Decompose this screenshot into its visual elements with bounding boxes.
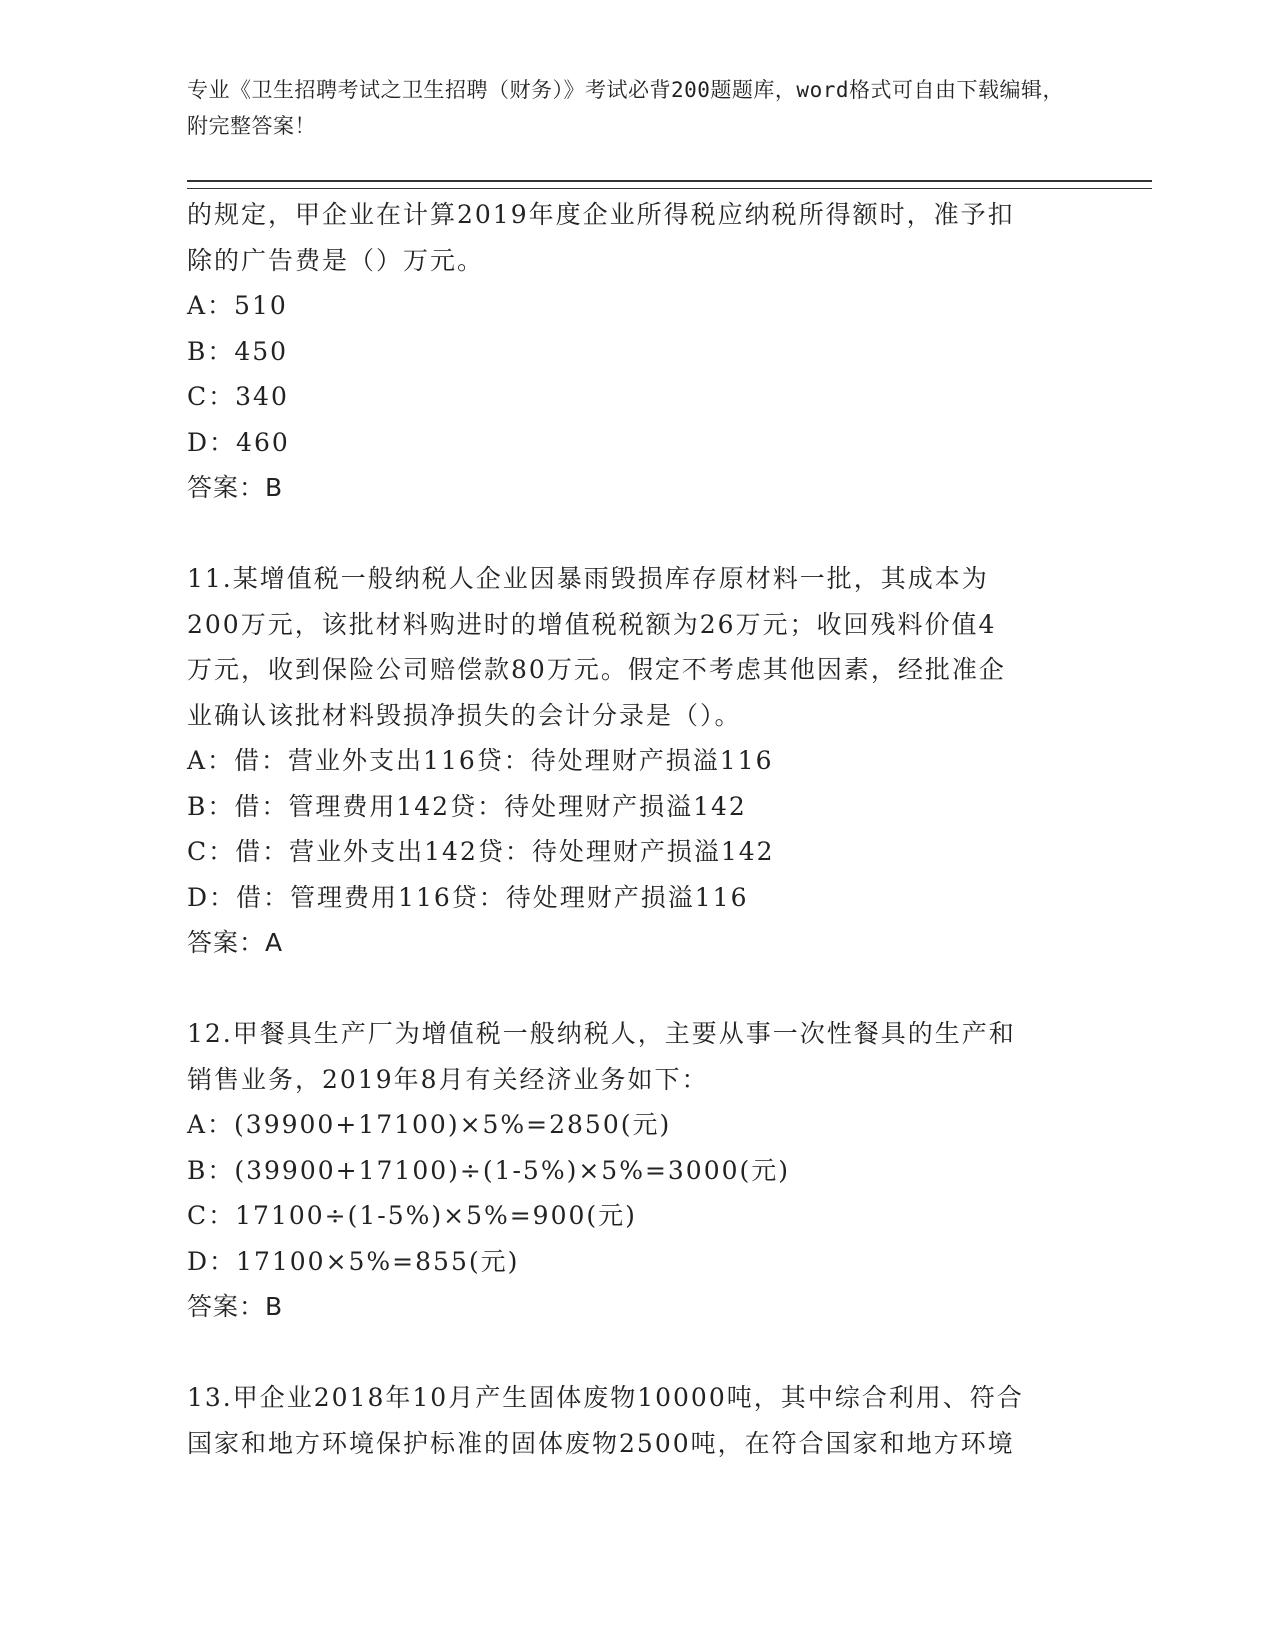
answer-line: 答案：A — [187, 928, 284, 957]
question-stem-line: 销售业务，2019年8月有关经济业务如下： — [187, 1064, 709, 1094]
option-d: D：17100×5%=855(元) — [187, 1246, 520, 1276]
option-d: D：借：管理费用116贷：待处理财产损溢116 — [187, 882, 749, 912]
option-a: A：510 — [187, 291, 288, 320]
question-12 — [187, 1011, 1077, 1330]
question-stem-line: 的规定，甲企业在计算2019年度企业所得税应纳税所得额时，准予扣 — [187, 200, 1015, 229]
option-b: B：借：管理费用142贷：待处理财产损溢142 — [187, 791, 747, 821]
answer-line: 答案：B — [187, 1292, 284, 1321]
document-body — [187, 192, 1077, 1466]
question-stem-line: 12.甲餐具生产厂为增值税一般纳税人，主要从事一次性餐具的生产和 — [187, 1019, 1016, 1048]
question-gap — [187, 1330, 1077, 1376]
question-stem-line: 除的广告费是（）万元。 — [187, 245, 485, 275]
question-11 — [187, 556, 1077, 966]
question-stem-line: 万元，收到保险公司赔偿款80万元。假定不考虑其他因素，经批准企 — [187, 655, 1006, 684]
option-b: B：(39900+17100)÷(1-5%)×5%=3000(元) — [187, 1155, 791, 1185]
option-b: B：450 — [187, 336, 289, 366]
question-13 — [187, 1375, 1077, 1466]
question-gap — [187, 511, 1077, 557]
question-stem-line: 11.某增值税一般纳税人企业因暴雨毁损库存原材料一批，其成本为 — [187, 564, 989, 593]
option-d: D：460 — [187, 427, 290, 457]
option-c: C：17100÷(1-5%)×5%=900(元) — [187, 1201, 637, 1230]
option-c: C：340 — [187, 382, 289, 411]
option-a: A：(39900+17100)×5%=2850(元) — [187, 1110, 672, 1139]
question-stem-line: 业确认该批材料毁损净损失的会计分录是（）。 — [187, 700, 742, 730]
question-stem-line: 13.甲企业2018年10月产生固体废物10000吨，其中综合利用、符合 — [187, 1383, 1024, 1412]
option-c: C：借：营业外支出142贷：待处理财产损溢142 — [187, 837, 775, 866]
question-gap — [187, 966, 1077, 1012]
question-stem-line: 国家和地方环境保护标准的固体废物2500吨，在符合国家和地方环境 — [187, 1428, 1015, 1458]
option-a: A：借：营业外支出116贷：待处理财产损溢116 — [187, 746, 774, 775]
question-10 — [187, 192, 1077, 511]
answer-line: 答案：B — [187, 473, 284, 502]
page-header: 专业《卫生招聘考试之卫生招聘（财务）》考试必背200题题库，word格式可自由下载编辑，附完整答案！ — [187, 78, 1064, 138]
question-stem-line: 200万元，该批材料购进时的增值税税额为26万元；收回残料价值4 — [187, 609, 997, 639]
header-rule — [187, 180, 1152, 189]
